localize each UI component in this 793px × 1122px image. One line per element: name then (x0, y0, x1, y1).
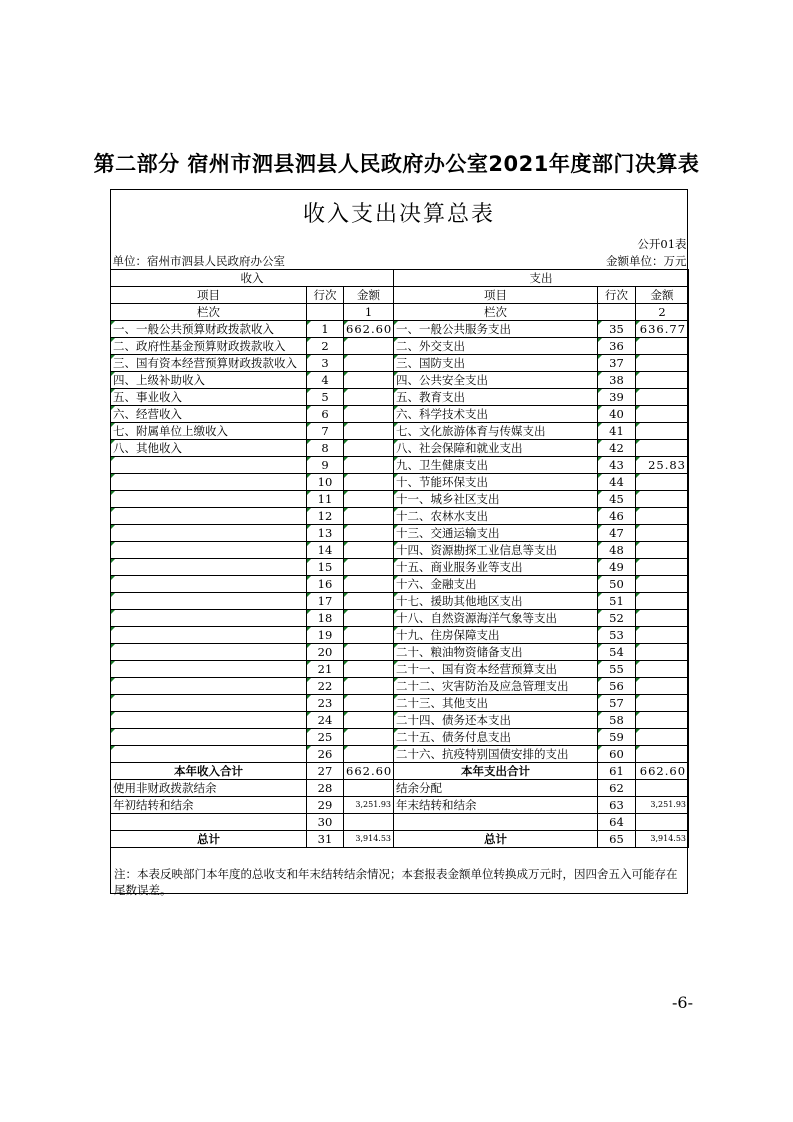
expense-amount (636, 439, 689, 456)
expense-line-no: 45 (598, 490, 636, 507)
expense-line-no: 48 (598, 541, 636, 558)
expense-item: 十七、援助其他地区支出 (394, 592, 598, 609)
expense-item: 六、科学技术支出 (394, 405, 598, 422)
expense-amount (636, 626, 689, 643)
income-begin-balance-label: 年初结转和结余 (111, 796, 307, 813)
expense-amount (636, 643, 689, 660)
expense-year-total-label: 本年支出合计 (394, 762, 598, 779)
header-row-col-labels (111, 303, 689, 320)
expense-item: 十二、农林水支出 (394, 507, 598, 524)
expense-line-no: 46 (598, 507, 636, 524)
spacer-cell (111, 236, 307, 253)
expense-amount (636, 728, 689, 745)
expense-amount (636, 592, 689, 609)
expense-item: 五、教育支出 (394, 388, 598, 405)
expense-line-no: 53 (598, 626, 636, 643)
amount-unit: 金额单位：万元 (606, 253, 687, 268)
income-section-header: 收入 (111, 269, 394, 286)
expense-amount (636, 541, 689, 558)
table-row (111, 422, 689, 439)
expense-line-no: 40 (598, 405, 636, 422)
table-row (111, 405, 689, 422)
empty-cell (344, 779, 394, 796)
expense-item: 七、文化旅游体育与传媒支出 (394, 422, 598, 439)
blank-row (111, 813, 689, 830)
income-item (111, 609, 307, 626)
income-line-no: 3 (307, 354, 344, 371)
table-row (111, 626, 689, 643)
income-item (111, 592, 307, 609)
income-amount (344, 541, 394, 558)
income-amount (344, 456, 394, 473)
expense-line-no: 35 (598, 320, 636, 337)
income-grand-total-no: 31 (307, 830, 344, 847)
income-item (111, 728, 307, 745)
table-note: 注：本表反映部门本年度的总收支和年末结转结余情况；本套报表金额单位转换成万元时，因四舍五入可能存在尾数误差。 (114, 867, 678, 897)
expense-amount (636, 371, 689, 388)
table-row (111, 354, 689, 371)
income-item-header: 项目 (111, 286, 307, 303)
empty-cell (111, 813, 307, 830)
expense-item: 一、一般公共服务支出 (394, 320, 598, 337)
income-item (111, 541, 307, 558)
header-row-columns (111, 286, 689, 303)
income-item: 二、政府性基金预算财政拨款收入 (111, 337, 307, 354)
expense-col-label: 栏次 (394, 303, 598, 320)
expense-amount (636, 558, 689, 575)
expense-col-number: 2 (636, 303, 689, 320)
expense-amount (636, 609, 689, 626)
table-row (111, 524, 689, 541)
expense-amount (636, 422, 689, 439)
income-line-no: 2 (307, 337, 344, 354)
income-line-no: 22 (307, 677, 344, 694)
expense-line-no: 54 (598, 643, 636, 660)
income-amount (344, 592, 394, 609)
income-amount (344, 558, 394, 575)
expense-line-no: 44 (598, 473, 636, 490)
expense-item: 十五、商业服务业等支出 (394, 558, 598, 575)
income-nonfiscal-label: 使用非财政拨款结余 (111, 779, 307, 796)
year-total-row (111, 762, 689, 779)
income-item: 四、上级补助收入 (111, 371, 307, 388)
income-item (111, 456, 307, 473)
expense-item: 十六、金融支出 (394, 575, 598, 592)
income-amount (344, 439, 394, 456)
expense-item: 十一、城乡社区支出 (394, 490, 598, 507)
income-year-total-label: 本年收入合计 (111, 762, 307, 779)
income-amount: 662.60 (344, 320, 394, 337)
expense-amount: 25.83 (636, 456, 689, 473)
income-item (111, 745, 307, 762)
income-amount (344, 728, 394, 745)
income-line-no: 11 (307, 490, 344, 507)
expense-year-total-amount: 662.60 (636, 762, 689, 779)
expense-grand-total-no: 65 (598, 830, 636, 847)
income-amount (344, 575, 394, 592)
income-year-total-no: 27 (307, 762, 344, 779)
expense-year-total-no: 61 (598, 762, 636, 779)
expense-item: 二十四、债务还本支出 (394, 711, 598, 728)
income-line-no: 9 (307, 456, 344, 473)
expense-item: 九、卫生健康支出 (394, 456, 598, 473)
expense-line-no: 39 (598, 388, 636, 405)
income-line-no: 10 (307, 473, 344, 490)
expense-item: 二十五、债务付息支出 (394, 728, 598, 745)
expense-amount (636, 694, 689, 711)
expense-item: 二十二、灾害防治及应急管理支出 (394, 677, 598, 694)
expense-blank-no: 64 (598, 813, 636, 830)
income-amount (344, 694, 394, 711)
income-amount (344, 473, 394, 490)
table-row (111, 592, 689, 609)
income-amount (344, 371, 394, 388)
expense-amount (636, 711, 689, 728)
expense-line-no: 55 (598, 660, 636, 677)
expense-amount-header: 金额 (636, 286, 689, 303)
income-amount (344, 388, 394, 405)
expense-item-header: 项目 (394, 286, 598, 303)
income-line-no: 4 (307, 371, 344, 388)
expense-end-balance-no: 63 (598, 796, 636, 813)
expense-grand-total-amount: 3,914.53 (636, 830, 689, 847)
income-line-no: 12 (307, 507, 344, 524)
income-line-header: 行次 (307, 286, 344, 303)
empty-cell (636, 813, 689, 830)
income-item (111, 626, 307, 643)
income-amount (344, 507, 394, 524)
expense-line-no: 36 (598, 337, 636, 354)
expense-section-header: 支出 (394, 269, 689, 286)
income-item (111, 694, 307, 711)
income-amount (344, 524, 394, 541)
income-line-no: 23 (307, 694, 344, 711)
income-blank-no: 30 (307, 813, 344, 830)
income-line-no: 16 (307, 575, 344, 592)
expense-item: 十八、自然资源海洋气象等支出 (394, 609, 598, 626)
income-line-no: 6 (307, 405, 344, 422)
table-row (111, 643, 689, 660)
table-row (111, 473, 689, 490)
income-amount (344, 490, 394, 507)
expense-item: 四、公共安全支出 (394, 371, 598, 388)
expense-item: 三、国防支出 (394, 354, 598, 371)
income-line-no: 21 (307, 660, 344, 677)
table-title: 收入支出决算总表 (302, 202, 495, 227)
income-amount (344, 337, 394, 354)
table-row (111, 609, 689, 626)
income-nonfiscal-no: 28 (307, 779, 344, 796)
table-row (111, 575, 689, 592)
expense-amount (636, 575, 689, 592)
expense-line-no: 58 (598, 711, 636, 728)
expense-amount (636, 677, 689, 694)
expense-amount (636, 507, 689, 524)
income-item (111, 677, 307, 694)
expense-end-balance-label: 年末结转和结余 (394, 796, 598, 813)
expense-end-balance-amount: 3,251.93 (636, 796, 689, 813)
expense-line-no: 60 (598, 745, 636, 762)
income-begin-balance-no: 29 (307, 796, 344, 813)
empty-cell (307, 303, 344, 320)
income-line-no: 18 (307, 609, 344, 626)
income-amount (344, 354, 394, 371)
spacer-cell (394, 236, 598, 253)
table-row (111, 694, 689, 711)
form-code: 公开01表 (637, 237, 687, 252)
expense-line-no: 38 (598, 371, 636, 388)
income-amount (344, 711, 394, 728)
income-amount (344, 745, 394, 762)
income-item (111, 643, 307, 660)
expense-grand-total-label: 总计 (394, 830, 598, 847)
carryover-row (111, 796, 689, 813)
income-line-no: 5 (307, 388, 344, 405)
income-amount (344, 643, 394, 660)
expense-amount (636, 337, 689, 354)
income-amount (344, 609, 394, 626)
expense-item: 二、外交支出 (394, 337, 598, 354)
expense-item: 八、社会保障和就业支出 (394, 439, 598, 456)
table-row (111, 728, 689, 745)
income-col-label: 栏次 (111, 303, 307, 320)
summary-table (110, 236, 689, 848)
empty-cell (394, 813, 598, 830)
table-row (111, 337, 689, 354)
income-line-no: 26 (307, 745, 344, 762)
table-row (111, 456, 689, 473)
header-row-sections (111, 269, 689, 286)
expense-item: 二十一、国有资本经营预算支出 (394, 660, 598, 677)
income-grand-total-label: 总计 (111, 830, 307, 847)
income-amount (344, 422, 394, 439)
empty-cell (344, 813, 394, 830)
income-item: 六、经营收入 (111, 405, 307, 422)
expense-item: 十、节能环保支出 (394, 473, 598, 490)
income-item: 一、一般公共预算财政拨款收入 (111, 320, 307, 337)
expense-item: 十四、资源勘探工业信息等支出 (394, 541, 598, 558)
expense-amount (636, 405, 689, 422)
expense-line-no: 41 (598, 422, 636, 439)
income-item (111, 558, 307, 575)
expense-item: 十三、交通运输支出 (394, 524, 598, 541)
income-line-no: 1 (307, 320, 344, 337)
income-amount-header: 金额 (344, 286, 394, 303)
income-line-no: 20 (307, 643, 344, 660)
table-row (111, 388, 689, 405)
document-title: 第二部分 宿州市泗县泗县人民政府办公室2021年度部门决算表 (93, 152, 700, 176)
income-line-no: 24 (307, 711, 344, 728)
income-item: 五、事业收入 (111, 388, 307, 405)
expense-line-no: 59 (598, 728, 636, 745)
expense-line-no: 42 (598, 439, 636, 456)
income-line-no: 14 (307, 541, 344, 558)
income-line-no: 13 (307, 524, 344, 541)
empty-cell (636, 779, 689, 796)
expense-item: 十九、住房保障支出 (394, 626, 598, 643)
income-item (111, 490, 307, 507)
table-row (111, 507, 689, 524)
income-item (111, 524, 307, 541)
income-item (111, 473, 307, 490)
expense-line-header: 行次 (598, 286, 636, 303)
table-row (111, 745, 689, 762)
income-line-no: 19 (307, 626, 344, 643)
spacer-cell (307, 236, 344, 253)
expense-item: 二十、粮油物资储备支出 (394, 643, 598, 660)
income-item (111, 711, 307, 728)
expense-line-no: 37 (598, 354, 636, 371)
income-line-no: 17 (307, 592, 344, 609)
table-row (111, 439, 689, 456)
income-item: 七、附属单位上缴收入 (111, 422, 307, 439)
expense-line-no: 51 (598, 592, 636, 609)
expense-amount (636, 354, 689, 371)
income-amount (344, 677, 394, 694)
expense-line-no: 57 (598, 694, 636, 711)
income-item: 八、其他收入 (111, 439, 307, 456)
income-amount (344, 626, 394, 643)
income-item (111, 507, 307, 524)
unit-label: 单位：宿州市泗县人民政府办公室 (112, 253, 285, 268)
table-row (111, 677, 689, 694)
table-row (111, 371, 689, 388)
expense-amount: 636.77 (636, 320, 689, 337)
table-row (111, 541, 689, 558)
empty-cell (598, 303, 636, 320)
expense-amount (636, 745, 689, 762)
table-row (111, 490, 689, 507)
income-year-total-amount: 662.60 (344, 762, 394, 779)
expense-distribution-label: 结余分配 (394, 779, 598, 796)
table-row (111, 320, 689, 337)
income-amount (344, 405, 394, 422)
page-number: -6- (672, 993, 693, 1012)
income-col-number: 1 (344, 303, 394, 320)
grand-total-row (111, 830, 689, 847)
expense-amount (636, 473, 689, 490)
income-amount (344, 660, 394, 677)
expense-amount (636, 660, 689, 677)
table-row (111, 711, 689, 728)
income-item (111, 660, 307, 677)
table-row (111, 660, 689, 677)
income-grand-total-amount: 3,914.53 (344, 830, 394, 847)
income-line-no: 15 (307, 558, 344, 575)
income-line-no: 25 (307, 728, 344, 745)
income-item: 三、国有资本经营预算财政拨款收入 (111, 354, 307, 371)
expense-amount (636, 490, 689, 507)
income-begin-balance-amount: 3,251.93 (344, 796, 394, 813)
income-item (111, 575, 307, 592)
spacer-cell (344, 236, 394, 253)
expense-item: 二十六、抗疫特别国债安排的支出 (394, 745, 598, 762)
expense-amount (636, 388, 689, 405)
expense-line-no: 47 (598, 524, 636, 541)
table-row (111, 558, 689, 575)
expense-amount (636, 524, 689, 541)
expense-line-no: 52 (598, 609, 636, 626)
income-line-no: 7 (307, 422, 344, 439)
expense-line-no: 43 (598, 456, 636, 473)
expense-distribution-no: 62 (598, 779, 636, 796)
expense-item: 二十三、其他支出 (394, 694, 598, 711)
expense-line-no: 56 (598, 677, 636, 694)
income-line-no: 8 (307, 439, 344, 456)
expense-line-no: 49 (598, 558, 636, 575)
balance-use-row (111, 779, 689, 796)
expense-line-no: 50 (598, 575, 636, 592)
